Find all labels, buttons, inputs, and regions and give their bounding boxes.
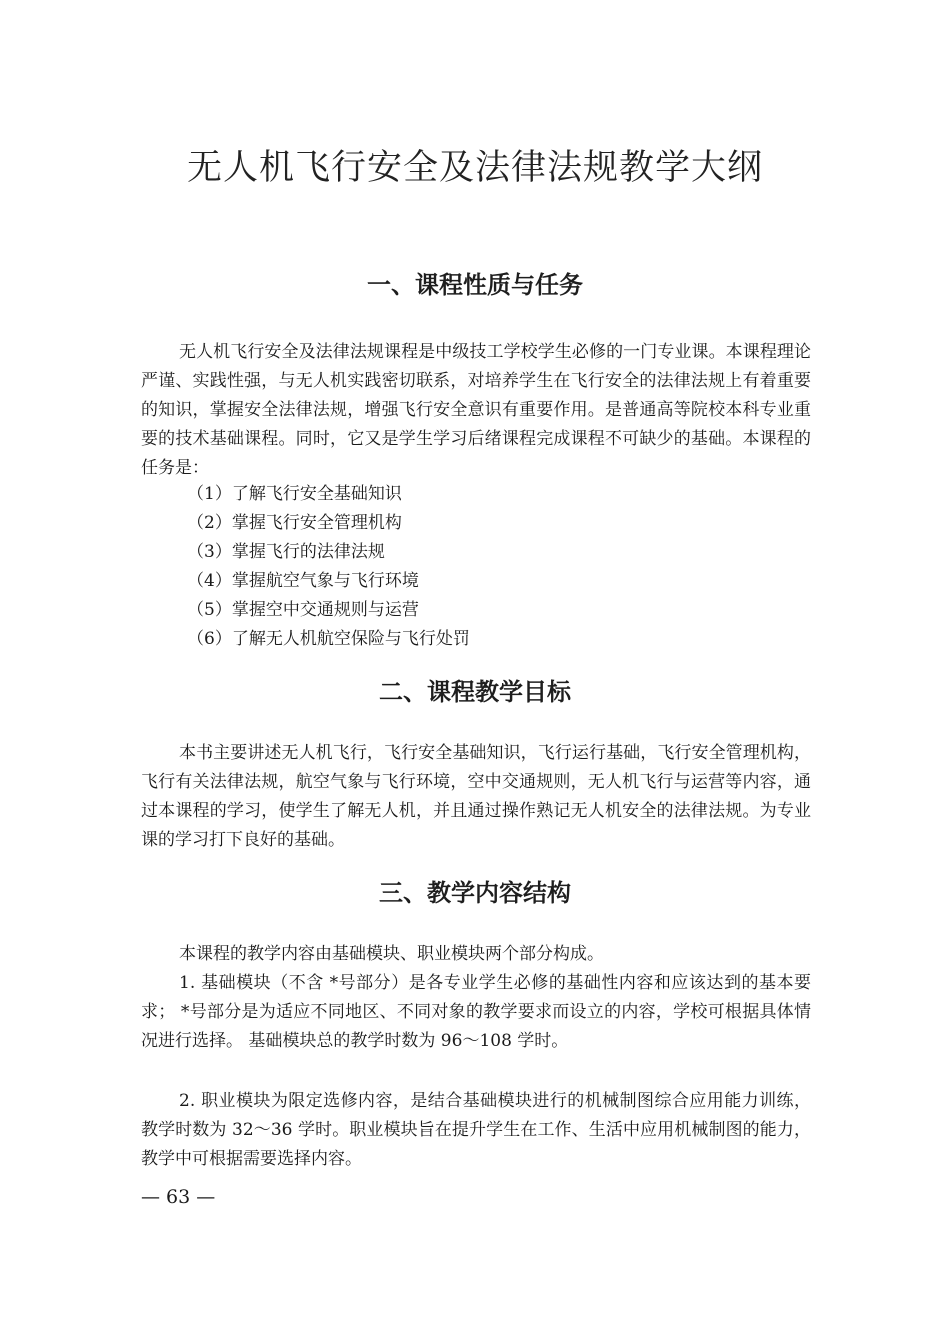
task-item: （4）掌握航空气象与飞行环境	[187, 571, 419, 591]
document-title: 无人机飞行安全及法律法规教学大纲	[186, 148, 763, 188]
task-item: （3）掌握飞行的法律法规	[187, 542, 385, 562]
section-heading-nature-tasks: 一、课程性质与任务	[367, 271, 583, 299]
page-number: — 63 —	[141, 1186, 216, 1208]
task-item: （6）了解无人机航空保险与飞行处罚	[187, 629, 470, 649]
content-structure-intro: 本课程的教学内容由基础模块、职业模块两个部分构成。	[179, 944, 604, 964]
task-item: （2）掌握飞行安全管理机构	[187, 513, 402, 533]
task-list	[187, 480, 470, 654]
section-paragraph-nature-tasks: 无人机飞行安全及法律法规课程是中级技工学校学生必修的一门专业课。本课程理论严谨、实践性强，与无人机实践密切联系，对培养学生在飞行安全的法律法规上有着重要的知识，掌握安全法律法规，增强飞行安全意识有重要作用。是普通高等院校本科专业重要的技术基础课程。同时，它又是学生学习后绪课程完成课程不可缺少的基础。本课程的任务是：	[141, 342, 811, 478]
section-paragraph-teaching-objectives: 本书主要讲述无人机飞行，飞行安全基础知识，飞行运行基础，飞行安全管理机构，飞行有关法律法规，航空气象与飞行环境，空中交通规则，无人机飞行与运营等内容，通过本课程的学习，使学生了解无人机，并且通过操作熟记无人机安全的法律法规。为专业课的学习打下良好的基础。	[141, 743, 811, 850]
section-heading-content-structure: 三、教学内容结构	[379, 879, 571, 907]
content-structure-item-basic-module: 1. 基础模块（不含 *号部分）是各专业学生必修的基础性内容和应该达到的基本要求； *号部分是为适应不同地区、不同对象的教学要求而设立的内容，学校可根据具体情况进行选择。 基础模块总的教学时数为 96～108 学时。	[141, 973, 811, 1051]
task-item: （5）掌握空中交通规则与运营	[187, 600, 419, 620]
content-structure-item-vocational-module: 2. 职业模块为限定选修内容，是结合基础模块进行的机械制图综合应用能力训练，教学时数为 32～36 学时。职业模块旨在提升学生在工作、生活中应用机械制图的能力，教学中可根据需要选择内容。	[141, 1091, 811, 1169]
task-item: （1）了解飞行安全基础知识	[187, 484, 402, 504]
section-heading-teaching-objectives: 二、课程教学目标	[379, 678, 571, 706]
